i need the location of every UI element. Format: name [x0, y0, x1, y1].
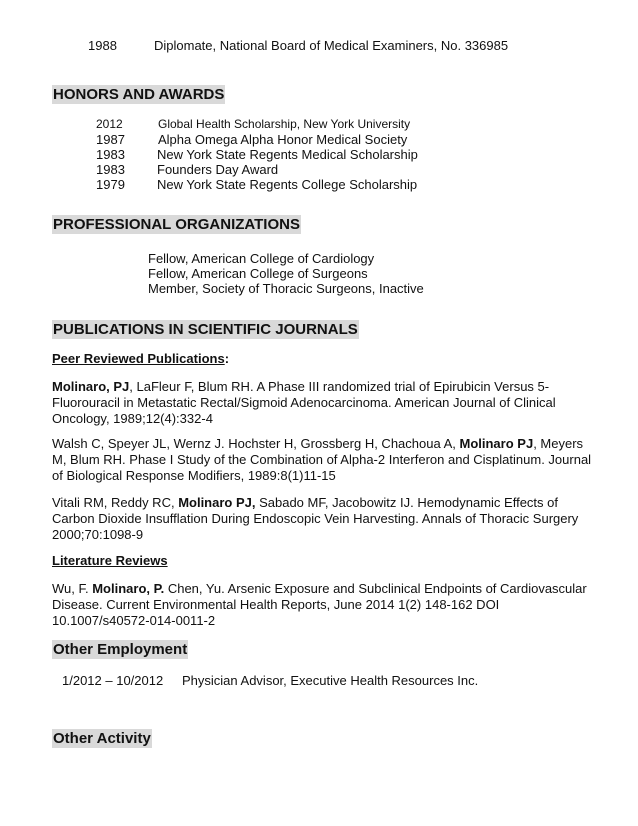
organization-item: Member, Society of Thoracic Surgeons, Inactive	[148, 281, 424, 296]
honor-year: 2012	[96, 117, 123, 131]
publication-entry: Molinaro, PJ, LaFleur F, Blum RH. A Phase III randomized trial of Epirubicin Versus 5-Fluorouracil in Metastatic Rectal/Sigmoid Adenocarcinoma. American Journal of Clinical Oncology, 1989;12(4):332-4	[52, 379, 556, 426]
employment-text: Physician Advisor, Executive Health Resources Inc.	[182, 673, 479, 688]
organizations-heading: PROFESSIONAL ORGANIZATIONS	[53, 216, 300, 233]
board-year: 1988	[88, 38, 117, 53]
employment-dates: 1/2012 – 10/2012	[62, 673, 164, 688]
publication-entry: Walsh C, Speyer JL, Wernz J. Hochster H, Grossberg H, Chachoua A, Molinaro PJ, Meyers M, Blum RH. Phase I Study of the Combination of Alpha-2 Interferon and Cisplatinum. Journal of Biological Response Modifiers, 1989:8(1)11-15	[52, 436, 592, 483]
honor-text: New York State Regents College Scholarship	[157, 177, 418, 192]
activity-heading: Other Activity	[53, 730, 151, 747]
honor-year: 1983	[96, 147, 125, 162]
literature-review-entry: Wu, F. Molinaro, P. Chen, Yu. Arsenic Exposure and Subclinical Endpoints of Cardiovascular Disease. Current Environmental Health Reports, June 2014 1(2) 148-162 DOI 10.1007/s40572-014-0011-2	[52, 581, 587, 628]
literature-reviews-subheading: Literature Reviews	[52, 553, 168, 568]
honor-year: 1983	[96, 162, 125, 177]
honor-text: Alpha Omega Alpha Honor Medical Society	[158, 132, 408, 147]
honors-heading: HONORS AND AWARDS	[53, 86, 225, 103]
honor-year: 1979	[96, 177, 125, 192]
honor-year: 1987	[96, 132, 125, 147]
board-text: Diplomate, National Board of Medical Examiners, No. 336985	[154, 38, 509, 53]
organization-item: Fellow, American College of Cardiology	[148, 251, 375, 266]
peer-reviewed-subheading: Peer Reviewed Publications:	[52, 351, 230, 366]
organization-item: Fellow, American College of Surgeons	[148, 266, 368, 281]
honor-text: Founders Day Award	[157, 162, 279, 177]
publication-entry: Vitali RM, Reddy RC, Molinaro PJ, Sabado MF, Jacobowitz IJ. Hemodynamic Effects of Carbon Dioxide Insufflation During Endoscopic Vein Harvesting. Annals of Thoracic Surgery 2000;70:1098-9	[52, 495, 579, 542]
publications-heading: PUBLICATIONS IN SCIENTIFIC JOURNALS	[53, 321, 358, 338]
honor-text: New York State Regents Medical Scholarship	[157, 147, 418, 162]
honor-text: Global Health Scholarship, New York University	[158, 117, 411, 131]
employment-heading: Other Employment	[53, 641, 188, 658]
